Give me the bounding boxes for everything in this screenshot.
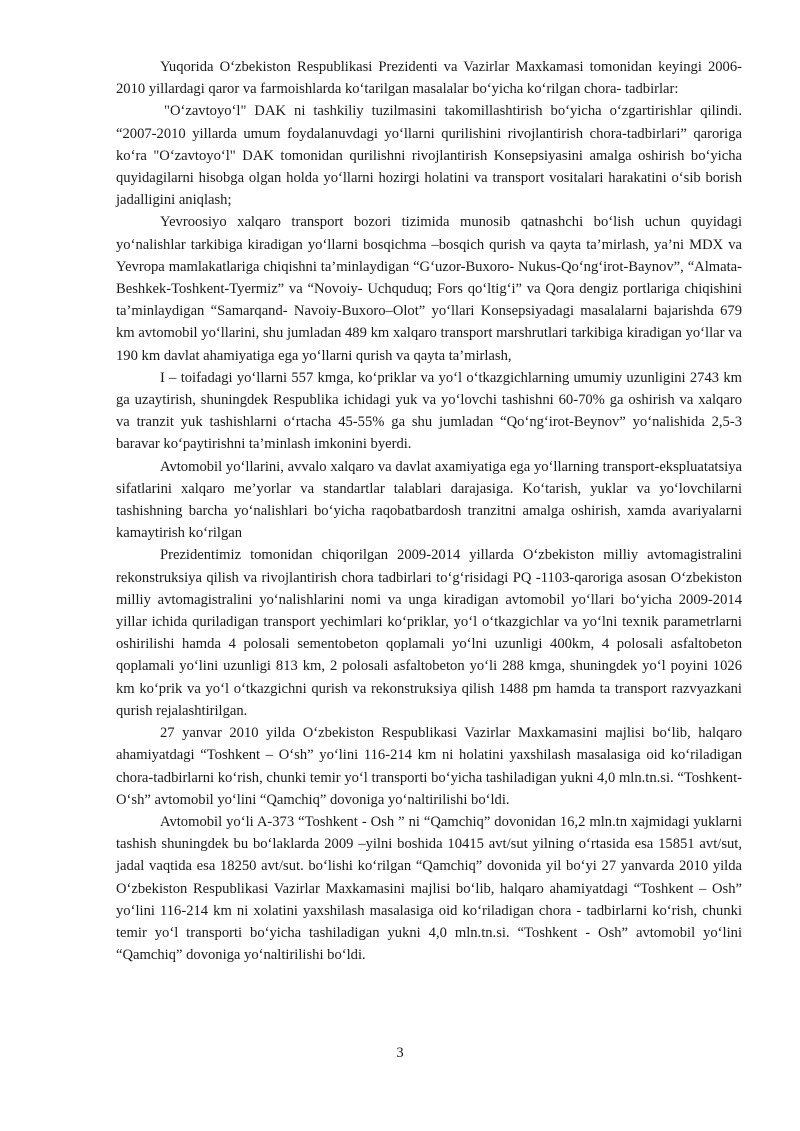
paragraph-road-quality: Avtomobil yo‘llarini, avvalo xalqaro va davlat axamiyatiga ega yo‘llarning transport-ekspluatatsiya sifatlarini xalqaro me’yorlar va standartlar talablari darajasiga. Ko‘tarish, yuklar va yo‘lovchilarni tashishning barcha yo‘nalishlari bo‘yicha raqobatbardosh tranzitni amalga oshirish, xamda avariyalarni kamaytirish ko‘rilgan bbox=[116, 458, 742, 542]
paragraph-category-one-roads: I – toifadagi yo‘llarni 557 kmga, ko‘priklar va yo‘l o‘tkazgichlarning umumiy uzunligini 2743 km ga uzaytirish, shuningdek Respublika ichidagi yuk va yo‘lovchi tashishni 60-70% ga oshirish va xalqaro va tranzit yuk tashishlarni o‘rtacha 45-55% ga shu jumladan “Qo‘ng‘irot-Beynov” yo‘nalishida 2,5-3 baravar ko‘paytirishni ta’minlash imkonini byerdi. bbox=[116, 369, 742, 453]
page-number: 3 bbox=[396, 1045, 404, 1061]
paragraph-a373-qamchiq: Avtomobil yo‘li A-373 “Toshkent - Osh ” ni “Qamchiq” dovonidan 16,2 mln.tn xajmidagi yuklarni tashish shuningdek bu bo‘laklarda 2009 –yilni boshida 10415 avt/sut yilning o‘rtasida esa 15851 avt/sut, jadal vaqtida esa 18250 avt/sut. bo‘lishi ko‘rilgan “Qamchiq” dovonida yil bo‘yi 27 yanvarda 2010 yilda O‘zbekiston Respublikasi Vazirlar Maxkamasini majlisi bo‘lib, halqaro ahamiyatdagi “Toshkent – Osh” yo‘lini 116-214 km ni xolatini yaxshilash masalasiga oid ko‘riladigan chora - tadbirlarni ko‘rish, chunki temir yo‘l transporti bo‘yicha tashiladigan yukni 4,0 mln.tn.si. “Toshkent - Osh” avtomobil yo‘lini “Qamchiq” dovoniga yo‘naltirilishi bo‘ldi. bbox=[116, 813, 742, 964]
paragraph-tashkent-osh-2010: 27 yanvar 2010 yilda O‘zbekiston Respublikasi Vazirlar Maxkamasini majlisi bo‘lib, halqaro ahamiyatdagi “Toshkent – O‘sh” yo‘lini 116-214 km ni holatini yaxshilash masalasiga oid ko‘riladigan chora-tadbirlarni ko‘rish, chunki temir yo‘l transporti bo‘yicha tashiladigan yukni 4,0 mln.tn.si. “Toshkent-O‘sh” avtomobil yo‘lini “Qamchiq” dovoniga yo‘naltirilishi bo‘ldi. bbox=[116, 725, 742, 808]
paragraph-national-highway: Prezidentimiz tomonidan chiqorilgan 2009-2014 yillarda O‘zbekiston milliy avtomagistralini rekonstruksiya qilish va rivojlantirish chora tadbirlari to‘g‘risidagi PQ -1103-qaroriga asosan O‘zbekiston milliy avtomagistralini yo‘nalishlarini nomi va unga kiradigan avtomobil yo‘llari bo‘yicha 2009-2014 yillar ichida quriladigan transport yechimlari ko‘priklar, yo‘l o‘tkazgichlar va yo‘lni texnik parametrlarni oshirilishi hamda 4 polosali sementobeton qoplamali yo‘lni uzunligi 400km, 4 polosali asfaltobeton qoplamali yo‘lini uzunligi 813 km, 2 polosali asfaltobeton yo‘li 288 kmga, shuningdek yo‘l poyini 1026 km ko‘prik va yo‘l o‘tkazgichni qurish va rekonstruksiya qilish 1488 pm hamda ta transport razvyazkani qurish rejalashtirilgan. bbox=[116, 547, 742, 719]
paragraph-intro: Yuqorida O‘zbekiston Respublikasi Prezidenti va Vazirlar Maxkamasi tomonidan keyingi 2006-2010 yillardagi qaror va farmoishlarda ko‘tarilgan masalalar bo‘yicha ko‘rilgan chora- tadbirlar: bbox=[116, 59, 742, 98]
paragraph-eurasia-transport: Yevroosiyo xalqaro transport bozori tizimida munosib qatnashchi bo‘lish uchun quyidagi yo‘nalishlar tarkibiga kiradigan yo‘llarni bosqichma –bosqich qurish va qayta ta’mirlash, ya’ni MDX va Yevropa mamlakatlariga chiqishni ta’minlaydigan “G‘uzor-Buxoro- Nukus-Qo‘ng‘irot-Baynov”, “Almata- Beshkek-Toshkent-Tyermiz” va “Novoiy- Uchquduq; Fors qo‘ltig‘i” va Qora dengiz portlariga chiqishini ta’minlaydigan “Samarqand- Navoiy-Buxoro–Olot” yo‘llari Konsepsiyadagi masalalarni bajarishda 679 km avtomobil yo‘llarini, shu jumladan 489 km xalqaro transport marshrutlari tarkibiga kiradigan yo‘llar va 190 km davlat ahamiyatiga ega yo‘llarni qurish va qayta ta’mirlash, bbox=[116, 214, 742, 364]
paragraph-dak-reorganization: "O‘zavtoyo‘l" DAK ni tashkiliy tuzilmasini takomillashtirish bo‘yicha o‘zgartirishlar qilindi. “2007-2010 yillarda umum foydalanuvdagi yo‘llarni qurilishini rivojlantirish chora-tadbirlari” qaroriga ko‘ra "O‘zavtoyo‘l" DAK tomonidan qurilishni rivojlantirish Konsepsiyasini amalga oshirish bo‘yicha quyidagilarni hisobga olgan holda yo‘llarni hozirgi holatini va transport vositalari harakatini o‘sib borish jadalligini aniqlash; bbox=[116, 103, 742, 209]
